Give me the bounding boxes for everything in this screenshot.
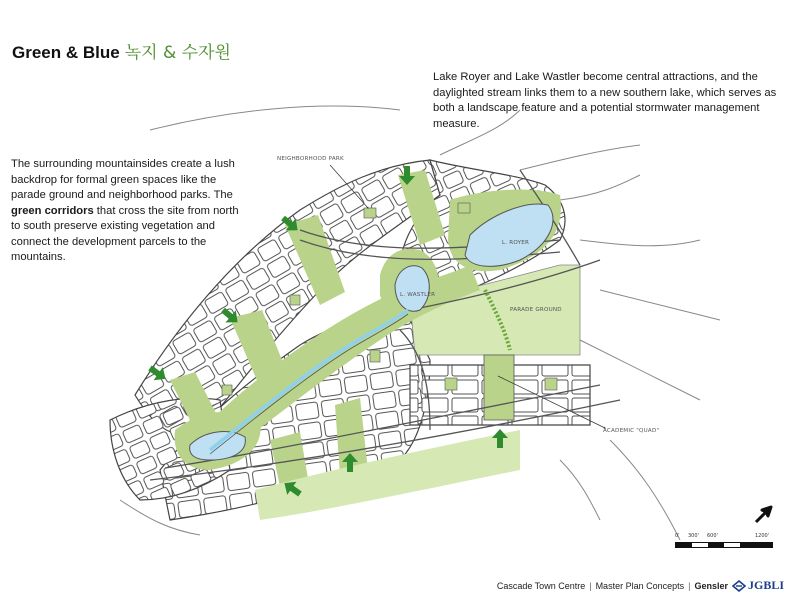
scale-tick: 300' bbox=[688, 533, 699, 539]
green-corridors-emphasis: green corridors bbox=[11, 204, 94, 217]
footer-project: Cascade Town Centre bbox=[496, 580, 586, 591]
scale-tick: 1200' bbox=[755, 533, 770, 539]
lake-wastler bbox=[395, 266, 429, 312]
pocket-park-5 bbox=[545, 378, 557, 390]
title-main: Green & Blue bbox=[12, 43, 120, 62]
pocket-park-2 bbox=[222, 385, 232, 395]
label-parade-ground: PARADE GROUND bbox=[510, 307, 562, 313]
pocket-park-1 bbox=[290, 295, 300, 305]
label-neighborhood-park: NEIGHBORHOOD PARK bbox=[277, 156, 344, 162]
footer-firm: Gensler bbox=[694, 580, 728, 591]
scale-segments bbox=[675, 542, 773, 548]
pocket-park-3 bbox=[370, 350, 380, 362]
footer-section: Master Plan Concepts bbox=[595, 580, 685, 591]
title-korean: 녹지 & 수자원 bbox=[124, 43, 231, 63]
scale-bar bbox=[675, 533, 773, 548]
north-arrow-icon bbox=[753, 505, 773, 530]
jgbli-logo bbox=[732, 578, 784, 593]
scale-tick: 0' bbox=[675, 533, 680, 539]
pocket-park-6 bbox=[458, 203, 470, 213]
label-lake-royer: L. ROYER bbox=[502, 240, 530, 246]
footer: Cascade Town Centre | Master Plan Concepts | Gensler JGBLI bbox=[496, 578, 784, 592]
label-lake-wastler: L. WASTLER bbox=[400, 292, 436, 298]
scale-tick: 600' bbox=[707, 533, 718, 539]
label-academic-quad: ACADEMIC "QUAD" bbox=[603, 428, 660, 434]
jgbli-logo-text: JGBLI bbox=[747, 578, 784, 592]
academic-quad bbox=[484, 355, 514, 420]
jgbli-logo-icon bbox=[732, 580, 746, 592]
green-corridors-description: The surrounding mountainsides create a lush backdrop for formal green spaces like the parade ground and neighborhood parks. The green corridors that cross the site from north to south preserve existing vegetation and connect the development parcels to the mountains. bbox=[11, 158, 239, 263]
neighborhood-park bbox=[364, 208, 376, 218]
lakes-description: Lake Royer and Lake Wastler become central attractions, and the daylighted stream links them to a new southern lake, which serves as both a landscape feature and a potential stormwater management measure. bbox=[433, 71, 777, 130]
pocket-park-4 bbox=[445, 378, 457, 390]
